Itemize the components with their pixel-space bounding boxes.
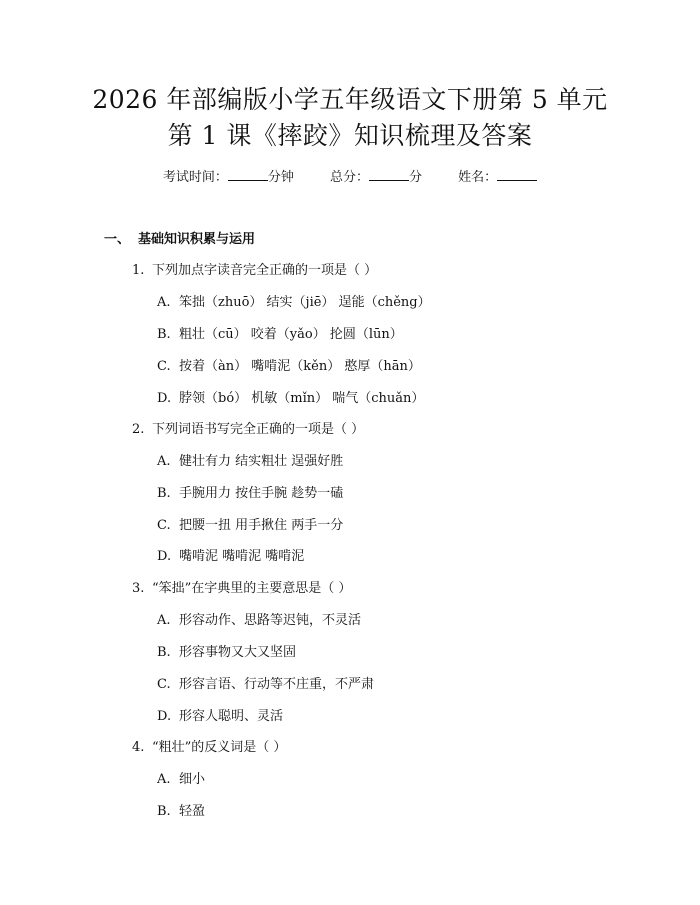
- page-title-line-2: 第 1 课《摔跤》知识梳理及答案: [167, 121, 533, 150]
- option-text: 粗壮（cū） 咬着（yǎo） 抡圆（lūn）: [179, 327, 403, 342]
- section-title: 基础知识积累与运用: [138, 232, 256, 247]
- section-number: 一、: [104, 232, 131, 247]
- question-4-option-b: [157, 803, 205, 821]
- section-heading: [104, 231, 255, 249]
- question-2-option-d: [157, 548, 304, 566]
- total-score-blank: [369, 168, 409, 181]
- option-letter: B.: [157, 645, 171, 660]
- option-text: 脖领（bó） 机敏（mǐn） 喘气（chuǎn）: [179, 391, 425, 406]
- option-letter: D.: [157, 709, 172, 724]
- question-number: 1.: [132, 263, 145, 278]
- option-letter: D.: [157, 549, 172, 564]
- option-text: 按着（àn） 嘴啃泥（kěn） 憨厚（hān）: [179, 359, 421, 374]
- question-1-option-d: [157, 390, 424, 408]
- question-1: [132, 262, 377, 280]
- page-title-line-1: 2026 年部编版小学五年级语文下册第 5 单元: [92, 85, 608, 114]
- option-text: 嘴啃泥 嘴啃泥 嘴啃泥: [179, 549, 305, 564]
- question-1-option-a: [157, 294, 431, 312]
- option-text: 笨拙（zhuō） 结实（jiē） 逞能（chěng）: [179, 295, 431, 310]
- question-text: “笨拙”在字典里的主要意思是（ ）: [152, 581, 352, 596]
- exam-time-blank: [228, 168, 268, 181]
- student-name-blank: [497, 168, 537, 181]
- option-text: 形容动作、思路等迟钝，不灵活: [179, 613, 362, 628]
- question-number: 3.: [132, 581, 145, 596]
- option-text: 细小: [179, 772, 206, 787]
- option-text: 形容言语、行动等不庄重，不严肃: [179, 677, 375, 692]
- question-3-option-d: [157, 708, 283, 726]
- question-text: “粗壮”的反义词是（ ）: [152, 740, 287, 755]
- exam-info: [0, 168, 700, 187]
- option-text: 形容人聪明、灵活: [179, 709, 284, 724]
- question-text: 下列词语书写完全正确的一项是（ ）: [152, 422, 365, 437]
- question-3-option-b: [157, 644, 296, 662]
- exam-time-unit: 分钟: [267, 170, 294, 185]
- question-2-option-b: [157, 485, 343, 503]
- option-letter: C.: [157, 518, 171, 533]
- exam-time-label: 考试时间：: [162, 170, 228, 185]
- option-letter: B.: [157, 486, 171, 501]
- student-name-label: 姓名：: [458, 170, 498, 185]
- exam-time-field: [163, 168, 294, 187]
- total-score-label: 总分：: [329, 170, 369, 185]
- question-2-option-c: [157, 517, 343, 535]
- option-letter: B.: [157, 804, 171, 819]
- question-4-option-a: [157, 771, 205, 789]
- option-text: 手腕用力 按住手腕 趁势一磕: [179, 486, 344, 501]
- option-letter: B.: [157, 327, 171, 342]
- option-text: 把腰一扭 用手揪住 两手一分: [179, 518, 344, 533]
- option-text: 形容事物又大又坚固: [179, 645, 297, 660]
- question-2: [132, 421, 364, 439]
- option-letter: A.: [157, 613, 171, 628]
- question-1-option-b: [157, 326, 403, 344]
- question-3: [132, 580, 351, 598]
- student-name-field: [458, 168, 537, 187]
- option-letter: C.: [157, 359, 171, 374]
- question-text: 下列加点字读音完全正确的一项是（ ）: [152, 263, 378, 278]
- question-number: 4.: [132, 740, 145, 755]
- question-4: [132, 739, 286, 757]
- total-score-unit: 分: [409, 170, 423, 185]
- question-number: 2.: [132, 422, 145, 437]
- question-2-option-a: [157, 453, 343, 471]
- option-letter: A.: [157, 454, 171, 469]
- option-letter: D.: [157, 391, 172, 406]
- option-letter: C.: [157, 677, 171, 692]
- option-letter: A.: [157, 772, 171, 787]
- question-3-option-c: [157, 676, 374, 694]
- question-3-option-a: [157, 612, 361, 630]
- option-text: 轻盈: [179, 804, 206, 819]
- total-score-field: [330, 168, 422, 187]
- option-letter: A.: [157, 295, 171, 310]
- option-text: 健壮有力 结实粗壮 逞强好胜: [179, 454, 344, 469]
- question-1-option-c: [157, 358, 421, 376]
